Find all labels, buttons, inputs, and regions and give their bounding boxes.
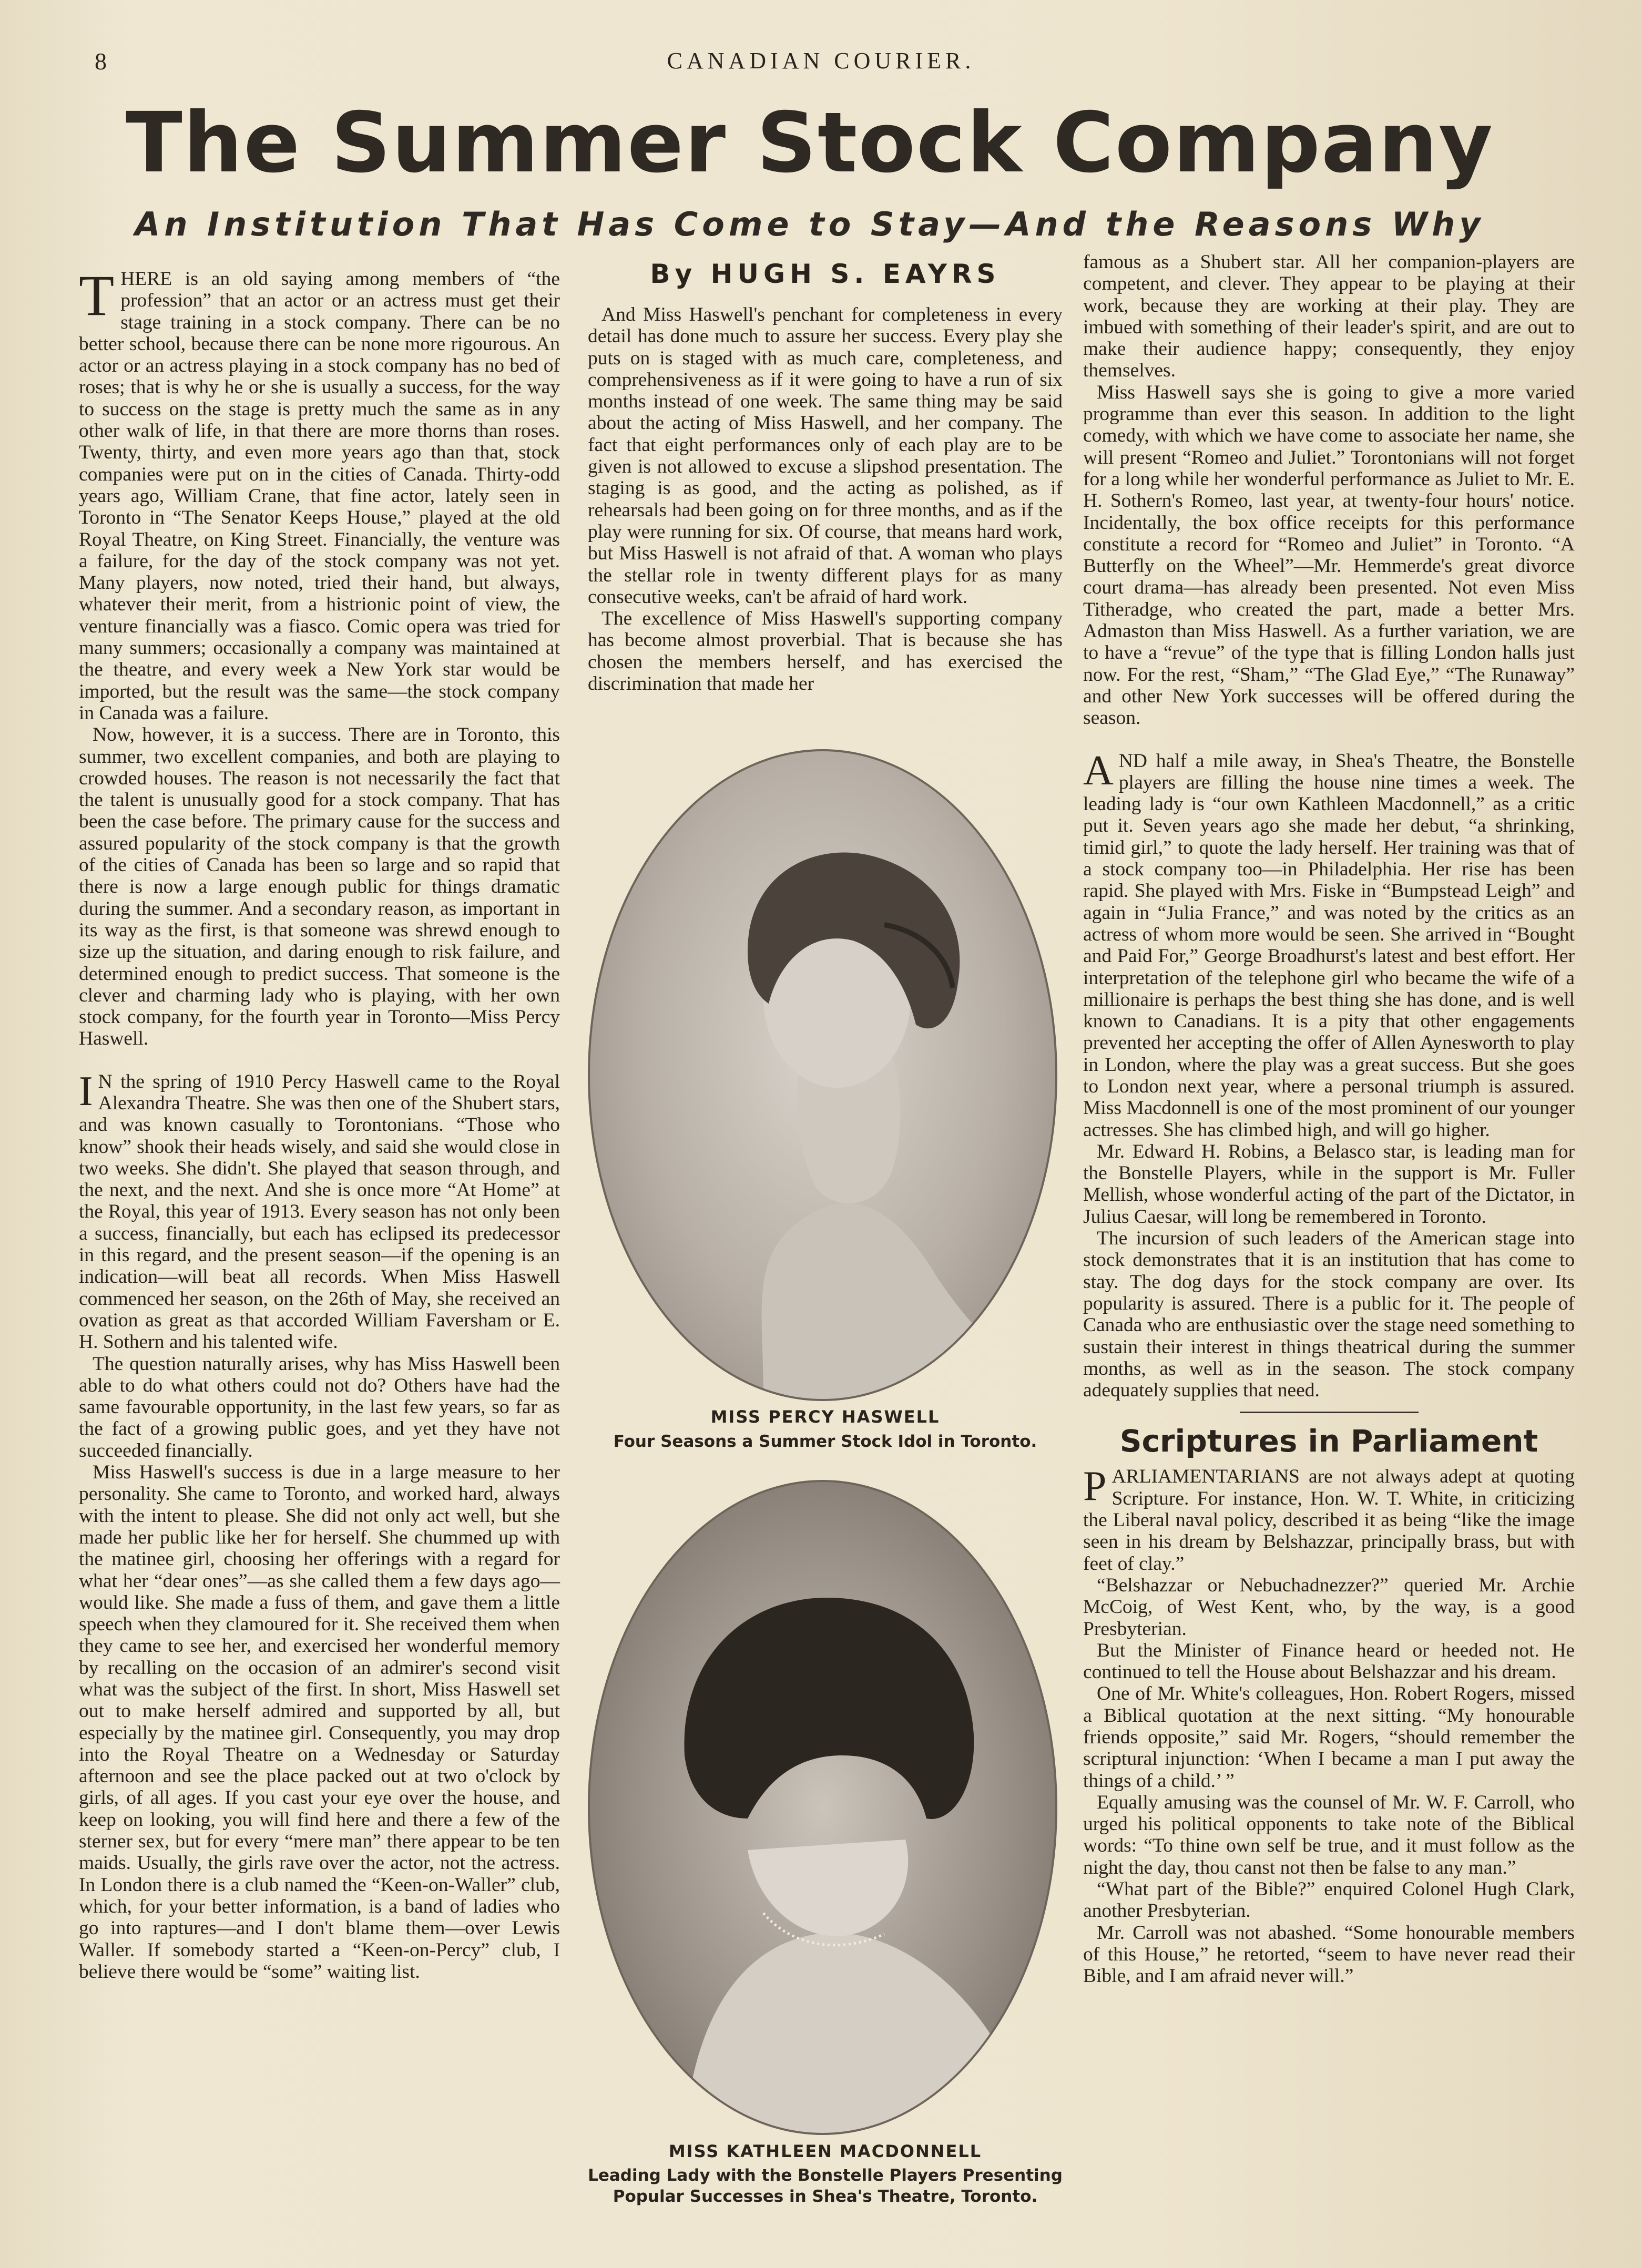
paragraph	[79, 263, 560, 724]
paragraph: One of Mr. White's colleagues, Hon. Robert Rogers, missed a Biblical quotation at the next sitting. “My honourable friends opposite,” said Mr. Rogers, “should remember the scriptural injunction: ‘When I became a man I put away the things of a child.’ ”	[1083, 1683, 1575, 1792]
portrait-percy-haswell	[588, 749, 1057, 1401]
paragraph-text: N the spring of 1910 Percy Haswell came to the Royal Alexandra Theatre. She was then one of the Shubert stars, and was known casually to Torontonians. “Those who know” shook their heads wisely, and said she would close in two weeks. She didn't. She played that season through, and the next, and the next. And she is once more “At Home” at the Royal, this year of 1913. Every season has not only been a success, financially, but each has eclipsed its predecessor in this regard, and the present season—if the opening is an indication—will beat all records. When Miss Haswell commenced her season, on the 26th of May, she received an ovation as great as that accorded William Faversham or E. H. Sothern and his talented wife.	[79, 1070, 560, 1353]
column-1	[79, 263, 560, 1983]
paragraph: “What part of the Bible?” enquired Colonel Hugh Clark, another Presbyterian.	[1083, 1878, 1575, 1922]
drop-cap: T	[79, 263, 115, 328]
page-number: 8	[95, 48, 107, 75]
portrait-photo-1	[590, 751, 1055, 1399]
photo-caption-name: MISS PERCY HASWELL	[710, 1407, 940, 1427]
drop-cap: A	[1083, 747, 1114, 794]
paragraph-text: HERE is an old saying among members of “the profession” that an actor or an actress must get their stage training in a stock company. There can be no better school, because there can be none more rigourous. An actor or an actress playing in a stock company has no bed of roses; that is why he or she is usually a success, for the way to success on the stage is pretty much the same as in any other walk of life, in that there are more thorns than roses. Twenty, thirty, and even more years ago than that, stock companies were put on in the cities of Canada. Thirty-odd years ago, William Crane, that fine actor, lately seen in Toronto in “The Senator Keeps House,” played at the old Royal Theatre, on King Street. Financially, the venture was a failure, for the day of the stock company was not yet. Many players, now noted, tried their hand, but always, whatever their merit, from a histrionic point of view, the venture financially was a fiasco. Comic opera was tried for many summers; occasionally a company was maintained at the theatre, and every week a New York star would be imported, but the result was the same—the stock company in Canada was a failure.	[79, 268, 560, 724]
paragraph: Mr. Carroll was not abashed. “Some honourable members of this House,” he retorted, “seem to have never read their Bible, and I am afraid never will.”	[1083, 1922, 1575, 1987]
paragraph-text: ARLIAMENTARIANS are not always adept at quoting Scripture. For instance, Hon. W. T. White, in criticizing the Liberal naval policy, described it as being “like the image seen in his dream by Belshazzar, principally brass, but with feet of clay.”	[1083, 1466, 1575, 1575]
paragraph: famous as a Shubert star. All her companion-players are competent, and clever. They appear to be playing at their work, because they are working at their play. They are imbued with something of their leader's spirit, and are out to make their audience happy; consequently, they enjoy themselves.	[1083, 251, 1575, 382]
paragraph	[79, 1068, 560, 1353]
paragraph: Miss Haswell's success is due in a large measure to her personality. She came to Toronto, and worked hard, always with the intent to please. She did not only act well, but she made her public like her for herself. She chummed up with the matinee girl, choosing her offerings with a regard for what her “dear ones”—as she called them a few days ago—would like. She made a fuss of them, and gave them a little speech when they clamoured for it. She received them when they came to see her, and exercised her wonderful memory by recalling on the occasion of an admirer's second visit what was the subject of the first. In short, Miss Haswell set out to make herself admired and supported by all, but especially by the matinee girl. Consequently, you may drop into the Royal Theatre on a Wednesday or Saturday afternoon and see the place packed out at two o'clock by girls, of all ages. If you cast your eye over the house, and keep on looking, you will find here and there a few of the sterner sex, but for every “mere man” there appear to be ten maids. Usually, the girls rave over the actor, not the actress. In London there is a club named the “Keen-on-Waller” club, which, for your better information, is a band of ladies who go into raptures—and I don't blame them—over Lewis Waller. If somebody started a “Keen-on-Percy” club, I believe there would be “some” waiting list.	[79, 1462, 560, 1983]
photo-caption-name: MISS KATHLEEN MACDONNELL	[668, 2141, 982, 2161]
paragraph: The excellence of Miss Haswell's supporting company has become almost proverbial. That is because she has chosen the members herself, and has exercised the discrimination that made her	[588, 608, 1063, 695]
paragraph: Miss Haswell says she is going to give a more varied programme than ever this season. In addition to the light comedy, with which we have come to associate her name, she will present “Romeo and Juliet.” Torontonians will not forget for a long while her wonderful performance as Juliet to Mr. E. H. Sothern's Romeo, last year, at twenty-four hours' notice. Incidentally, the box office receipts for this performance constitute a record for “Romeo and Juliet” in Toronto. “A Butterfly on the Wheel”—Mr. Hemmerde's great divorce court drama—has already been presented. Not even Miss Titheradge, who created the part, made a better Mrs. Admaston than Miss Haswell. As a further variation, we are to have a “revue” of the type that is filling London halls just now. For the rest, “Sham,” “The Glad Eye,” “The Runaway” and other New York successes will be offered during the season.	[1083, 381, 1575, 729]
paragraph	[1083, 747, 1575, 1141]
paragraph: The incursion of such leaders of the American stage into stock demonstrates that it is an institution that has come to stay. The dog days for the stock company are over. Its popularity is assured. There is a public for it. The people of Canada who are enthusiastic over the stage need something to sustain their interest in things theatrical during the summer months, as well as in the season. The stock company adequately supplies that need.	[1083, 1228, 1575, 1402]
paragraph: Now, however, it is a success. There are in Toronto, this summer, two excellent companies, and both are playing to crowded houses. The reason is not necessarily the fact that the talent is unusually good for a stock company. That has been the case before. The primary cause for the success and assured popularity of the stock company is that the growth of the cities of Canada has been so large and so rapid that there is now a large enough public for things dramatic during the summer. And a secondary reason, as important in its way as the first, is that someone was shrewd enough to size up the situation, and daring enough to risk failure, and determined enough to predict success. That someone is the clever and charming lady who is playing, with her own stock company, for the fourth year in Toronto—Miss Percy Haswell.	[79, 724, 560, 1050]
portrait-kathleen-macdonnell	[588, 1480, 1057, 2135]
byline: By HUGH S. EAYRS	[650, 259, 1001, 289]
caption-line: Leading Lady with the Bonstelle Players Presenting	[588, 2166, 1063, 2185]
paragraph: But the Minister of Finance heard or heeded not. He continued to tell the House about Belshazzar and his dream.	[1083, 1639, 1575, 1683]
article-title: The Summer Stock Company	[126, 95, 1494, 191]
page-header	[0, 47, 1642, 84]
photo-caption: Four Seasons a Summer Stock Idol in Toronto.	[613, 1432, 1037, 1451]
sidebar-title: Scriptures in Parliament	[1119, 1423, 1538, 1459]
paragraph: Mr. Edward H. Robins, a Belasco star, is leading man for the Bonstelle Players, while in the support is Mr. Fuller Mellish, whose wonderful acting of the part of the Dictator, in Julius Caesar, will long be remembered in Toronto.	[1083, 1140, 1575, 1228]
drop-cap: P	[1083, 1463, 1107, 1510]
paragraph: The question naturally arises, why has Miss Haswell been able to do what others could not do? Others have had the same favourable opportunity, in the last few years, so far as the fact of a growing public goes, and yet they have not succeeded financially.	[79, 1353, 560, 1462]
caption-line: Popular Successes in Shea's Theatre, Toronto.	[613, 2187, 1038, 2206]
article-subtitle: An Institution That Has Come to Stay—And the Reasons Why	[135, 205, 1485, 243]
column-3	[1083, 251, 1575, 1987]
photo-caption	[588, 2165, 1063, 2207]
paragraph: And Miss Haswell's penchant for completeness in every detail has done much to assure her success. Every play she puts on is staged with as much care, completeness, and comprehensiveness as if it were going to have a run of six months instead of one week. The same thing may be said about the acting of Miss Haswell, and her company. The fact that eight performances only of each play are to be given is not allowed to excuse a slipshod presentation. The staging is as good, and the acting as polished, as if rehearsals had been going on for three months, and as if the play were running for six. Of course, that means hard work, but Miss Haswell is not afraid of that. A woman who plays the stellar role in twenty different plays for as many consecutive weeks, can't be afraid of hard work.	[588, 304, 1063, 608]
portrait-photo-2	[590, 1482, 1055, 2133]
column-2	[588, 304, 1063, 694]
paragraph: “Belshazzar or Nebuchadnezzer?” queried Mr. Archie McCoig, of West Kent, who, by the way, is a good Presbyterian.	[1083, 1574, 1575, 1640]
drop-cap: I	[79, 1068, 93, 1115]
paragraph	[1083, 1463, 1575, 1575]
paragraph: Equally amusing was the counsel of Mr. W. F. Carroll, who urged his political opponents to take note of the Biblical words: “To thine own self be true, and it must follow as the night the day, thou canst not then be false to any man.”	[1083, 1791, 1575, 1878]
publication-name: CANADIAN COURIER.	[667, 48, 975, 74]
section-divider	[1240, 1412, 1419, 1413]
paragraph-text: ND half a mile away, in Shea's Theatre, the Bonstelle players are filling the house nine times a week. The leading lady is “our own Kathleen Macdonnell,” as a critic put it. Seven years ago she made her debut, “a shrinking, timid girl,” to quote the lady herself. Her training was that of a stock company too—in Philadelphia. Her rise has been rapid. She played with Mrs. Fiske in “Bumpstead Leigh” and again in “Julia France,” and was noted by the critics as an actress of whom more would be seen. She arrived in “Bought and Paid For,” George Broadhurst's latest and best effort. Her interpretation of the telephone girl who became the wife of a millionaire is perhaps the best thing she has done, and is well known to Canadians. It is a pity that other engagements prevented her accepting the offer of Allen Aynesworth to play in London, where the play was a great success. But she goes to London next year, where a personal triumph is assured. Miss Macdonnell is one of the most prominent of our younger actresses. She has climbed high, and will go higher.	[1083, 750, 1575, 1141]
